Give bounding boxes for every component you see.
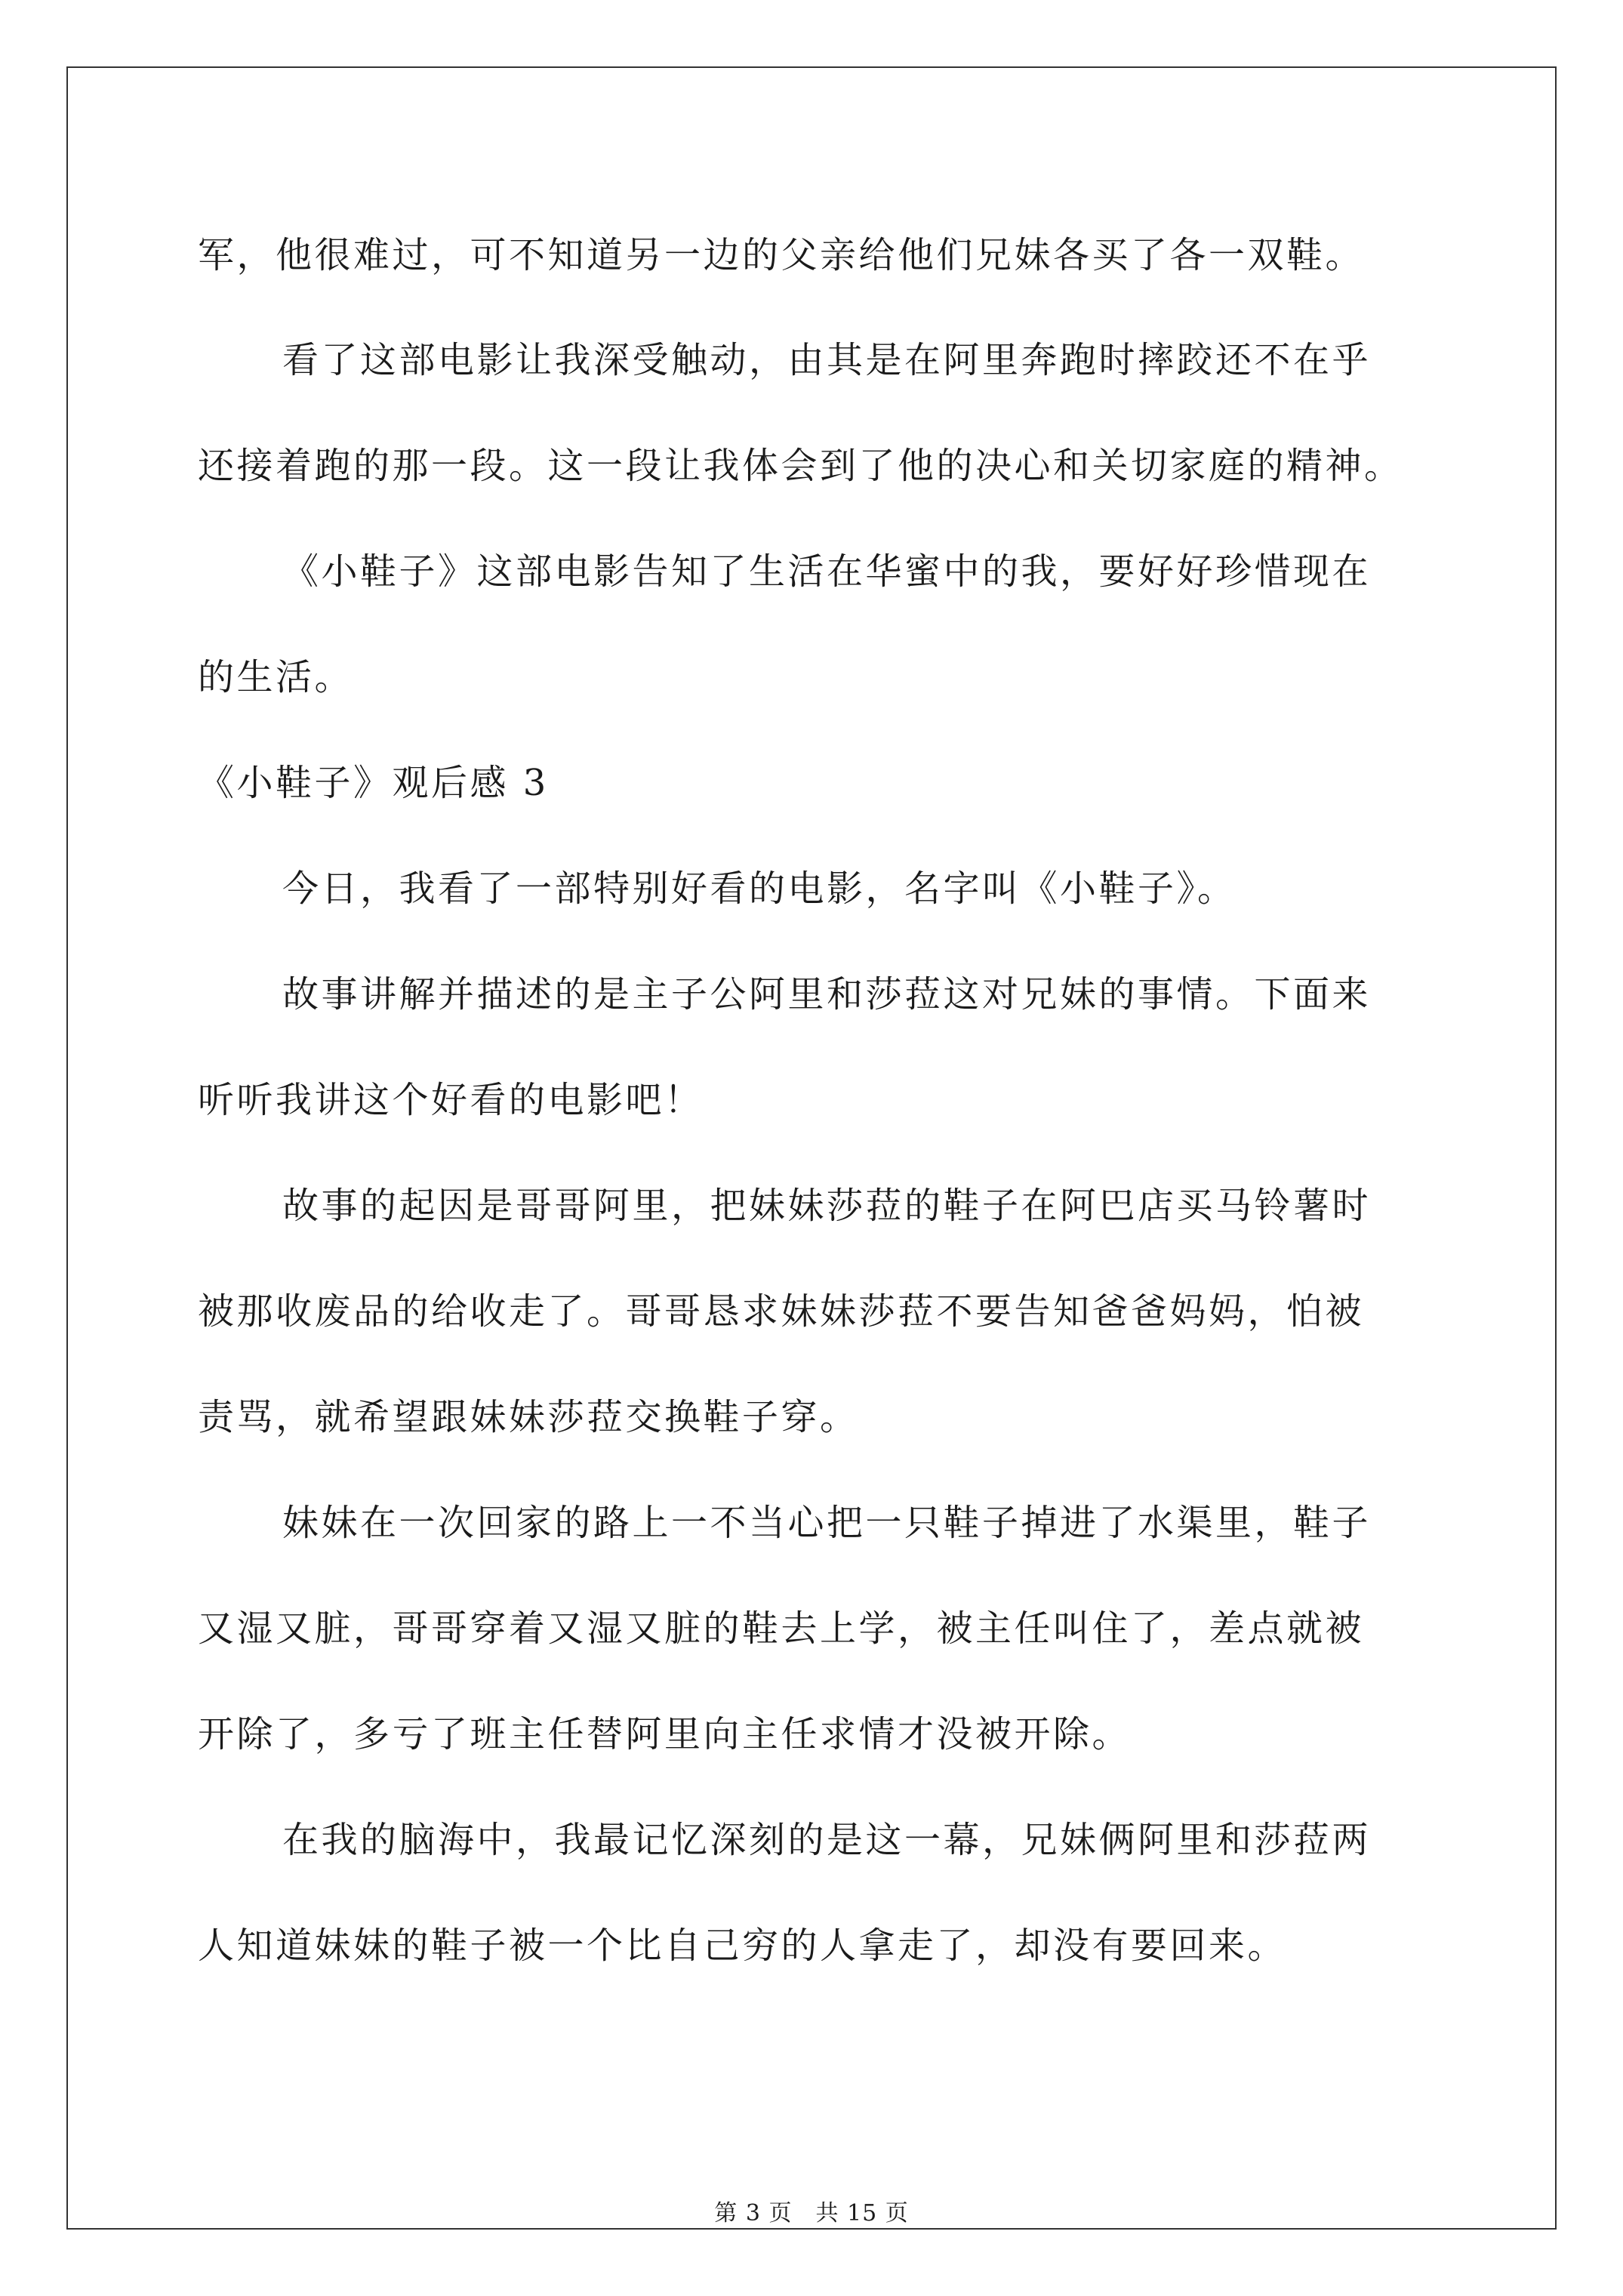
paragraph-line: 被那收废品的给收走了。哥哥恳求妹妹莎菈不要告知爸爸妈妈，怕被 — [198, 1290, 1365, 1333]
paragraph-line: 《小鞋子》这部电影告知了生活在华蜜中的我，要好好珍惜现在 — [282, 550, 1372, 593]
paragraph-line: 妹妹在一次回家的路上一不当心把一只鞋子掉进了水渠里，鞋子 — [282, 1502, 1372, 1544]
paragraph-line: 故事的起因是哥哥阿里，把妹妹莎菈的鞋子在阿巴店买马铃薯时 — [282, 1185, 1372, 1227]
page-number-footer: 第 3 页 共 15 页 — [714, 2200, 909, 2227]
paragraph-line: 开除了，多亏了班主任替阿里向主任求情才没被开除。 — [198, 1713, 1132, 1755]
paragraph-line: 故事讲解并描述的是主子公阿里和莎菈这对兄妹的事情。下面来 — [282, 973, 1372, 1015]
paragraph-line: 责骂，就希望跟妹妹莎菈交换鞋子穿。 — [198, 1396, 859, 1438]
paragraph-line: 的生活。 — [198, 656, 354, 698]
paragraph-line: 还接着跑的那一段。这一段让我体会到了他的决心和关切家庭的精神。 — [198, 445, 1403, 487]
paragraph-line: 在我的脑海中，我最记忆深刻的是这一幕，兄妹俩阿里和莎菈两 — [282, 1819, 1372, 1861]
paragraph-line: 今日，我看了一部特别好看的电影，名字叫《小鞋子》。 — [282, 868, 1236, 910]
page-border — [66, 66, 1557, 2230]
section-heading: 《小鞋子》观后感 3 — [198, 762, 549, 804]
paragraph-line: 又湿又脏，哥哥穿着又湿又脏的鞋去上学，被主任叫住了，差点就被 — [198, 1607, 1365, 1650]
paragraph-line: 听听我讲这个好看的电影吧！ — [198, 1079, 704, 1121]
paragraph-line: 看了这部电影让我深受触动，由其是在阿里奔跑时摔跤还不在乎 — [282, 339, 1372, 381]
paragraph-line: 军，他很难过，可不知道另一边的父亲给他们兄妹各买了各一双鞋。 — [198, 234, 1365, 276]
paragraph-line: 人知道妹妹的鞋子被一个比自己穷的人拿走了，却没有要回来。 — [198, 1925, 1287, 1967]
